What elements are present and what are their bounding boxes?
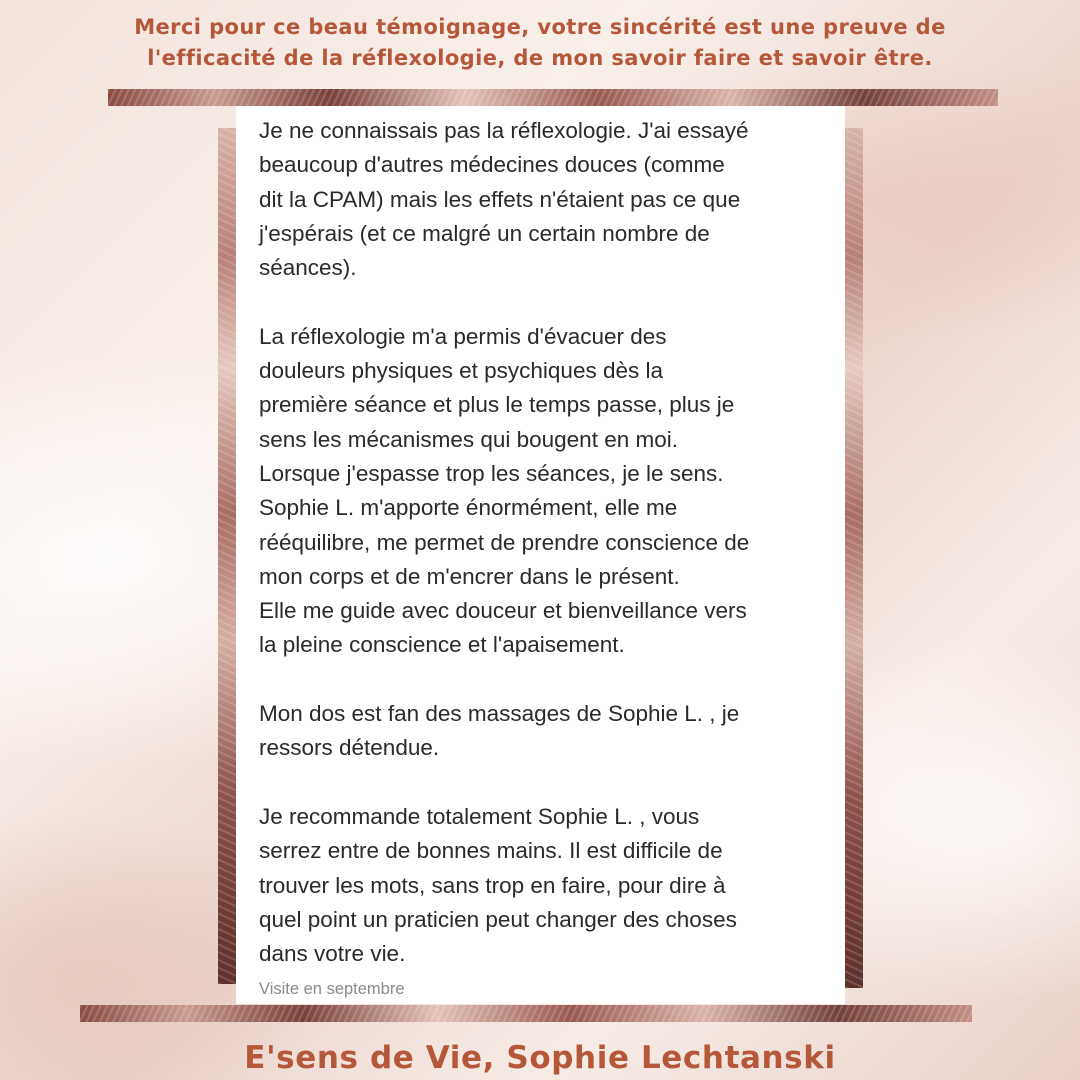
left-decorative-bar [218, 128, 236, 984]
bottom-decorative-bar [80, 1005, 972, 1022]
signature: E'sens de Vie, Sophie Lechtanski [244, 1040, 836, 1076]
top-decorative-bar [108, 89, 998, 106]
review-card [236, 106, 845, 1004]
right-decorative-bar [845, 128, 863, 988]
headline [0, 12, 1080, 74]
headline-line-1: Merci pour ce beau témoignage, votre sincérité est une preuve de [134, 15, 946, 39]
visit-note: Visite en septembre [259, 980, 405, 998]
review-paragraph-3: Mon dos est fan des massages de Sophie L. , je ressors détendue. [259, 701, 740, 761]
review-paragraph-1: Je ne connaissais pas la réflexologie. J'ai essayé beaucoup d'autres médecines douces (comme dit la CPAM) mais les effets n'étaient pas ce que j'espérais (et ce malgré un certain nombre de séances). [259, 118, 749, 281]
review-paragraph-4: Je recommande totalement Sophie L. , vous serrez entre de bonnes mains. Il est difficile de trouver les mots, sans trop en faire, pour dire à quel point un praticien peut changer des choses dans votre vie. [259, 803, 737, 967]
review-paragraph-2: La réflexologie m'a permis d'évacuer des douleurs physiques et psychiques dès la première séance et plus le temps passe, plus je sens les mécanismes qui bougent en moi. Lorsque j'espasse trop les séances, je le sens. Sophie L. m'apporte énormément, elle me rééquilibre, me permet de prendre conscience de mon corps et de m'encrer dans le présent. Elle me guide avec douceur et bienveillance vers la pleine conscience et l'apaisement. [259, 323, 750, 658]
headline-line-2: l'efficacité de la réflexologie, de mon savoir faire et savoir être. [147, 46, 933, 70]
review-text [259, 114, 829, 971]
